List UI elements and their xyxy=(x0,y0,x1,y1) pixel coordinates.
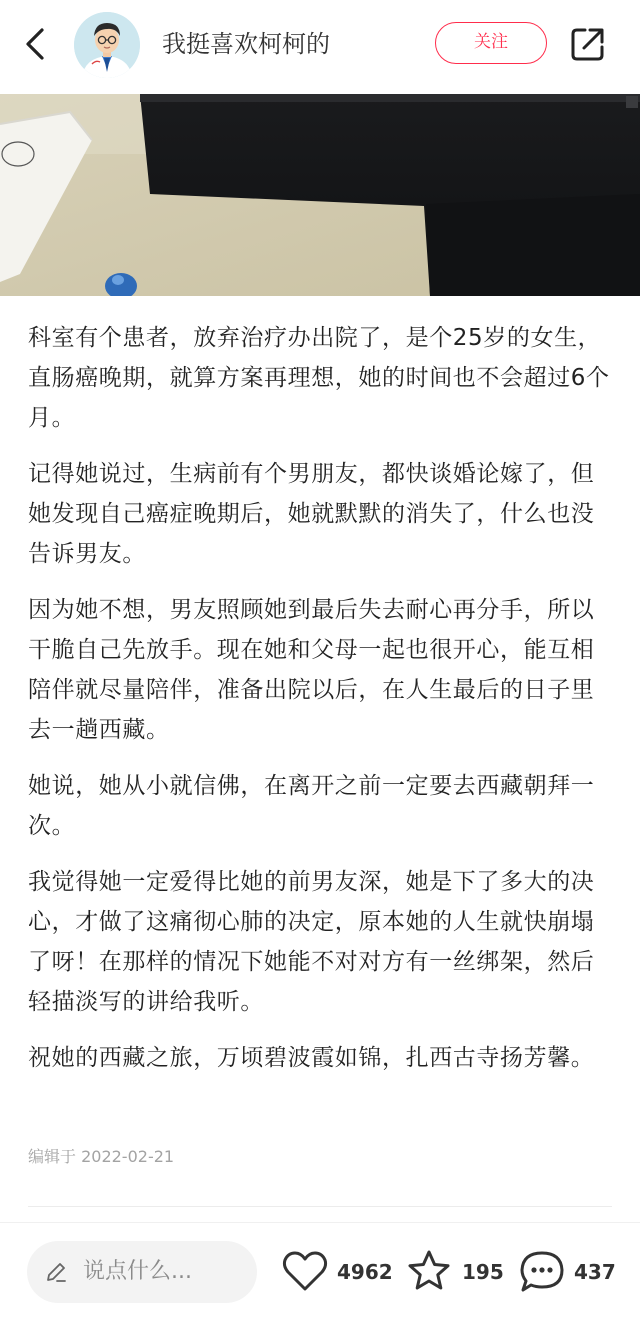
article-paragraph: 科室有个患者，放弃治疗办出院了，是个25岁的女生，直肠癌晚期，就算方案再理想，她的时间也不会超过6个月。 xyxy=(28,325,610,431)
like-button[interactable] xyxy=(282,1249,392,1295)
article-paragraph: 我觉得她一定爱得比她的前男友深，她是下了多大的决心，才做了这痛彻心肺的决定，原本她的人生就快崩塌了呀！在那样的情况下她能不对对方有一丝绑架，然后轻描淡写的讲给我听。 xyxy=(28,869,595,1015)
post-photo[interactable] xyxy=(0,94,640,296)
article-paragraph: 因为她不想，男友照顾她到最后失去耐心再分手，所以干脆自己先放手。现在她和父母一起也很开心，能互相陪伴就尽量陪伴，准备出院以后，在人生最后的日子里去一趟西藏。 xyxy=(28,597,595,743)
comment-button[interactable] xyxy=(518,1249,618,1295)
like-count: 4962 xyxy=(337,1260,393,1284)
share-button[interactable] xyxy=(568,24,608,64)
comment-input[interactable] xyxy=(27,1241,257,1303)
collect-button[interactable] xyxy=(406,1249,506,1295)
divider xyxy=(28,1206,612,1207)
bottom-action-bar xyxy=(0,1222,640,1325)
edit-date: 编辑于 2022-02-21 xyxy=(28,1147,175,1166)
author-name[interactable]: 我挺喜欢柯柯的 xyxy=(162,30,330,58)
comment-placeholder: 说点什么... xyxy=(83,1259,192,1284)
collect-count: 195 xyxy=(462,1260,504,1284)
author-avatar[interactable] xyxy=(74,12,140,78)
heart-icon xyxy=(282,1249,328,1293)
comment-count: 437 xyxy=(574,1260,616,1284)
back-button[interactable] xyxy=(18,24,54,64)
article-paragraph: 她说，她从小就信佛，在离开之前一定要去西藏朝拜一次。 xyxy=(28,773,595,839)
star-icon xyxy=(406,1249,452,1293)
follow-button[interactable]: 关注 xyxy=(435,22,547,64)
article-body xyxy=(28,318,612,1094)
article-paragraph: 祝她的西藏之旅，万顷碧波霞如锦，扎西古寺扬芳馨。 xyxy=(28,1045,595,1071)
chevron-left-icon xyxy=(18,24,54,64)
article-paragraph: 记得她说过，生病前有个男朋友，都快谈婚论嫁了，但她发现自己癌症晚期后，她就默默的消失了，什么也没告诉男友。 xyxy=(28,461,595,567)
pen-icon xyxy=(44,1260,68,1284)
share-icon xyxy=(568,24,608,64)
top-header xyxy=(0,0,640,92)
comment-bubble-icon xyxy=(518,1249,566,1295)
